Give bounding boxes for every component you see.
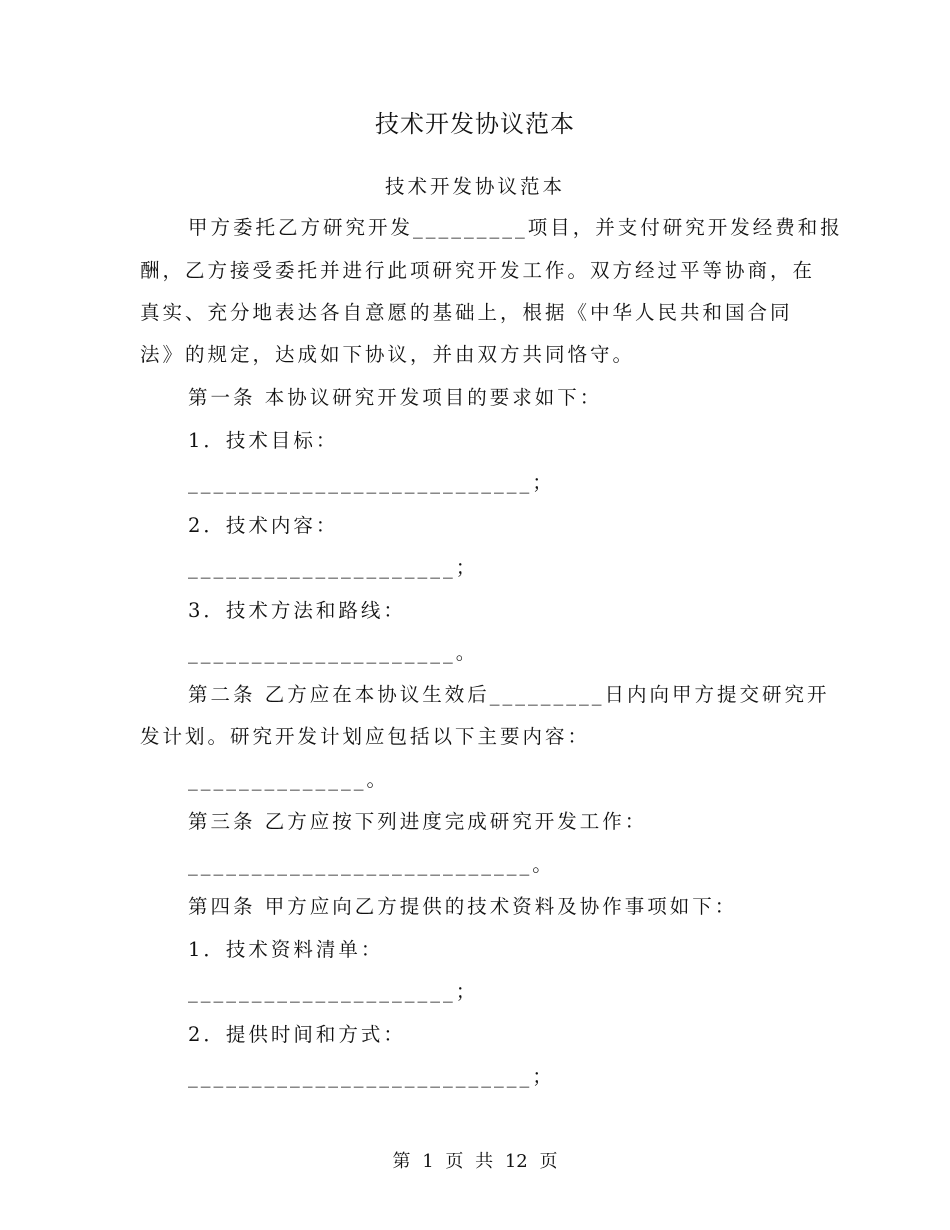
blank-field: _____________________。 — [188, 641, 479, 664]
blank-field: ___________________________； — [188, 471, 555, 494]
paragraph-line: 酬，乙方接受委托并进行此项研究开发工作。双方经过平等协商，在 — [140, 259, 816, 282]
article-heading: 第三条 乙方应按下列进度完成研究开发工作： — [188, 810, 648, 833]
article-heading: 第四条 甲方应向乙方提供的技术资料及协作事项如下： — [188, 895, 738, 918]
blank-field: _____________________； — [188, 556, 479, 579]
list-item: 1．技术资料清单： — [188, 938, 384, 961]
page-number: 第 1 页 共 12 页 — [392, 1151, 558, 1172]
blank-field: ___________________________； — [188, 1065, 555, 1088]
list-item: 1．技术目标： — [188, 429, 339, 452]
paragraph-line: 发计划。研究开发计划应包括以下主要内容： — [140, 725, 591, 748]
paragraph-line: 甲方委托乙方研究开发_________项目，并支付研究开发经费和报 — [188, 216, 843, 239]
list-item: 2．技术内容： — [188, 514, 339, 537]
list-item: 3．技术方法和路线： — [188, 599, 406, 622]
blank-field: ___________________________。 — [188, 853, 555, 876]
article-heading: 第二条 乙方应在本协议生效后_________日内向甲方提交研究开 — [188, 683, 830, 706]
blank-field: _____________________； — [188, 980, 479, 1003]
article-heading: 第一条 本协议研究开发项目的要求如下： — [188, 386, 603, 409]
document-title: 技术开发协议范本 — [375, 110, 575, 138]
document-subtitle: 技术开发协议范本 — [384, 175, 565, 198]
list-item: 2．提供时间和方式： — [188, 1023, 406, 1046]
paragraph-line: 法》的规定，达成如下协议，并由双方共同恪守。 — [140, 343, 636, 366]
paragraph-line: 真实、充分地表达各自意愿的基础上，根据《中华人民共和国合同 — [140, 301, 793, 324]
blank-field: ______________。 — [188, 768, 390, 791]
